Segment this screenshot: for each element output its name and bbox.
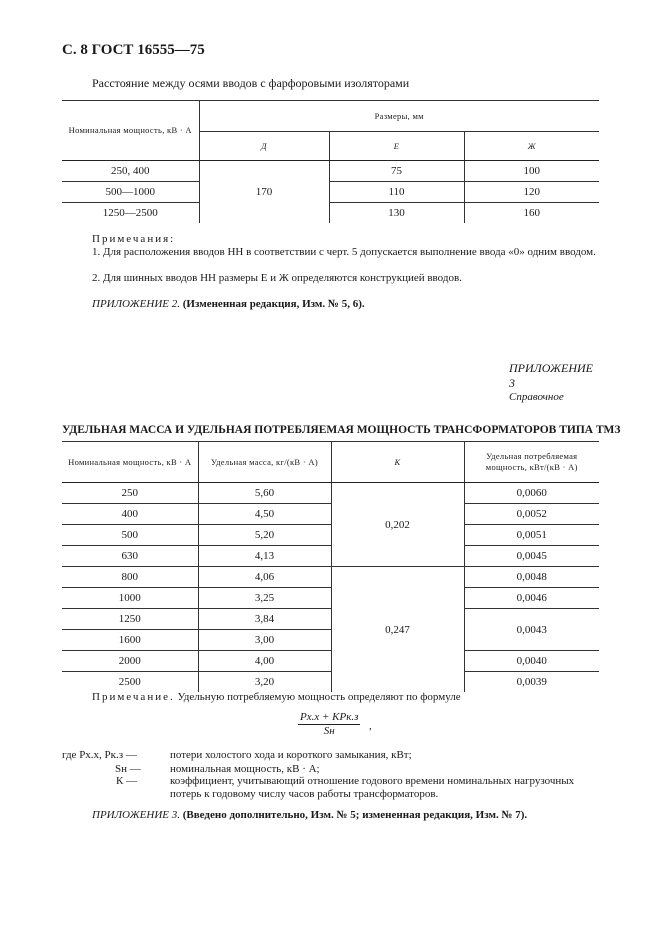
- cell-power: 1250: [62, 609, 198, 630]
- appendix2-text: (Измененная редакция, Изм. № 5, 6).: [179, 298, 365, 310]
- def-k-label: К —: [116, 775, 138, 787]
- formula-denominator: Sн: [323, 725, 335, 737]
- cell-mass: 5,60: [198, 483, 331, 504]
- table-row: [62, 588, 599, 609]
- appendix3-footer-label: ПРИЛОЖЕНИЕ 3.: [92, 809, 180, 821]
- cell-zh: 100: [464, 161, 599, 182]
- cell-e: 75: [329, 161, 464, 182]
- cell-consumption: 0,0045: [464, 546, 599, 567]
- col-header-zh: Ж: [464, 132, 599, 161]
- cell-e: 130: [329, 203, 464, 224]
- appendix2-revision: [92, 298, 365, 310]
- col-header-sizes: Размеры, мм: [199, 101, 599, 132]
- appendix3-heading: [509, 361, 599, 403]
- table-row: [62, 161, 599, 182]
- col-header-consumption: Удельная потребляемая мощность, кВт/(кВ · А): [464, 442, 599, 483]
- col-header-power: Номинальная мощность, кВ · А: [62, 101, 199, 161]
- cell-power: 1000: [62, 588, 198, 609]
- table-row: [62, 504, 599, 525]
- note-1: 1. Для расположения вводов НН в соответствии с черт. 5 допускается выполнение ввода «0» одним вводом.: [92, 246, 596, 258]
- def-coefficient: коэффициент, учитывающий отношение годового времени номинальных нагрузочных потерь к годовому числу часов работы трансформаторов.: [170, 775, 575, 800]
- cell-consumption: 0,0052: [464, 504, 599, 525]
- table-inlet-spacing: [62, 100, 599, 223]
- cell-power: 1600: [62, 630, 198, 651]
- table-row: [62, 672, 599, 693]
- def-nominal-power: номинальная мощность, кВ · А;: [170, 763, 320, 775]
- appendix3-label: ПРИЛОЖЕНИЕ 3: [509, 361, 593, 390]
- table1-caption: Расстояние между осями вводов с фарфоровыми изоляторами: [92, 76, 410, 90]
- def-where-label: где Pх.х, Pк.з —: [62, 749, 137, 761]
- cell-e: 110: [329, 182, 464, 203]
- cell-mass: 3,00: [198, 630, 331, 651]
- cell-consumption: 0,0046: [464, 588, 599, 609]
- note2-text: Удельную потребляемую мощность определяют по формуле: [174, 691, 461, 703]
- cell-d-value: 170: [199, 161, 329, 224]
- cell-consumption: 0,0040: [464, 651, 599, 672]
- formula: [298, 711, 360, 737]
- formula-numerator: Pх.х + KPк.з: [300, 711, 359, 723]
- appendix3-sub: Справочное: [509, 391, 564, 403]
- table2-title: УДЕЛЬНАЯ МАССА И УДЕЛЬНАЯ ПОТРЕБЛЯЕМАЯ МОЩНОСТЬ ТРАНСФОРМАТОРОВ ТИПА ТМЗ: [62, 424, 621, 436]
- cell-mass: 4,00: [198, 651, 331, 672]
- appendix2-label: ПРИЛОЖЕНИЕ 2.: [92, 298, 180, 310]
- cell-consumption: 0,0039: [464, 672, 599, 693]
- cell-power: 500—1000: [62, 182, 199, 203]
- cell-mass: 3,25: [198, 588, 331, 609]
- note2: [92, 691, 461, 704]
- notes-title-text: Примечания:: [92, 233, 176, 245]
- notes-title: [92, 233, 175, 246]
- cell-power: 800: [62, 567, 198, 588]
- table-row: [62, 567, 599, 588]
- cell-mass: 4,06: [198, 567, 331, 588]
- cell-k-value: 0,202: [331, 483, 464, 567]
- table-row: [62, 651, 599, 672]
- def-s-label: Sн —: [115, 763, 141, 775]
- cell-power: 500: [62, 525, 198, 546]
- def-losses: потери холостого хода и короткого замыкания, кВт;: [170, 749, 412, 761]
- appendix3-revision: [92, 809, 527, 821]
- cell-consumption: 0,0043: [464, 609, 599, 651]
- col-header-d: Д: [199, 132, 329, 161]
- note-2: 2. Для шинных вводов НН размеры Е и Ж определяются конструкцией вводов.: [92, 272, 462, 284]
- cell-power: 400: [62, 504, 198, 525]
- page-header: С. 8 ГОСТ 16555—75: [62, 42, 205, 58]
- cell-consumption: 0,0051: [464, 525, 599, 546]
- cell-power: 2500: [118, 676, 141, 688]
- col-header-e: Е: [329, 132, 464, 161]
- cell-zh: 120: [464, 182, 599, 203]
- appendix3-footer-text: (Введено дополнительно, Изм. № 5; измененная редакция, Изм. № 7).: [179, 809, 528, 821]
- note2-title: Примечание.: [92, 691, 175, 703]
- cell-power: 630: [62, 546, 198, 567]
- formula-comma: ,: [369, 720, 372, 732]
- cell-power: 2000: [62, 651, 198, 672]
- table-row: [62, 525, 599, 546]
- table-row: [62, 483, 599, 504]
- cell-power: 250, 400: [62, 161, 199, 182]
- cell-consumption: 0,0048: [464, 567, 599, 588]
- col-header-k: К: [331, 442, 464, 483]
- cell-mass: 4,13: [198, 546, 331, 567]
- cell-mass: 5,20: [198, 525, 331, 546]
- cell-consumption: 0,0060: [464, 483, 599, 504]
- table-row: [62, 609, 599, 630]
- table-row: [62, 182, 599, 203]
- cell-mass: 3,20: [198, 672, 331, 693]
- cell-mass: 3,84: [198, 609, 331, 630]
- cell-mass: 4,50: [198, 504, 331, 525]
- cell-power: 1250—2500: [102, 207, 158, 219]
- table-row: [62, 546, 599, 567]
- cell-power: 250: [62, 483, 198, 504]
- table-row: [62, 203, 599, 224]
- table-specific-mass: [62, 441, 599, 692]
- cell-k-value: 0,247: [331, 567, 464, 693]
- col-header-mass: Удельная масса, кг/(кВ · А): [198, 442, 331, 483]
- cell-zh: 160: [464, 203, 599, 224]
- col-header-power: Номинальная мощность, кВ · А: [62, 442, 198, 483]
